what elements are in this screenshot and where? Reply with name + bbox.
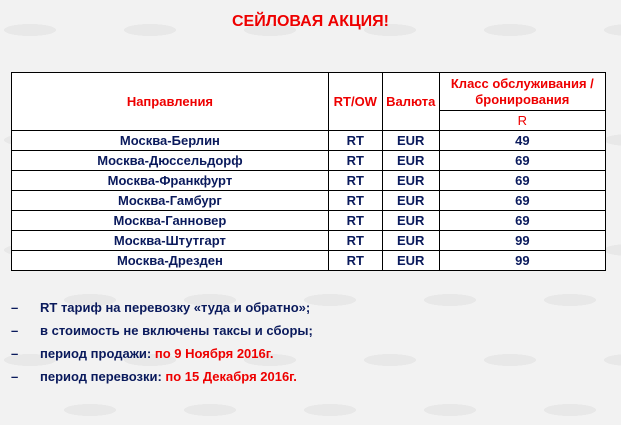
cell-price: 69 (439, 151, 605, 171)
header-direction: Направления (12, 73, 329, 131)
cell-price: 99 (439, 231, 605, 251)
note-bullet: – (11, 323, 19, 338)
header-currency: Валюта (382, 73, 439, 131)
table-header-row (12, 73, 606, 111)
note-text: период перевозки: (40, 369, 166, 384)
cell-direction: Москва-Берлин (12, 131, 329, 151)
cell-currency: EUR (382, 191, 439, 211)
cell-direction: Москва-Штутгарт (12, 231, 329, 251)
table-row (12, 131, 606, 151)
cell-rt-ow: RT (328, 211, 382, 231)
cell-rt-ow: RT (328, 131, 382, 151)
header-rt-ow: RT/OW (328, 73, 382, 131)
fares-table (11, 72, 606, 271)
cell-currency: EUR (382, 251, 439, 271)
note-text: период продажи: (40, 346, 155, 361)
note-bullet: – (11, 300, 19, 315)
note-text: в стоимость не включены таксы и сборы; (40, 323, 313, 338)
fares-body (12, 131, 606, 271)
note-item (11, 323, 611, 346)
cell-price: 69 (439, 191, 605, 211)
cell-currency: EUR (382, 211, 439, 231)
table-row (12, 171, 606, 191)
table-row (12, 231, 606, 251)
cell-price: 99 (439, 251, 605, 271)
header-class-code: R (439, 111, 605, 131)
cell-direction: Москва-Франкфурт (12, 171, 329, 191)
cell-rt-ow: RT (328, 231, 382, 251)
note-item (11, 369, 611, 392)
note-item (11, 300, 611, 323)
note-highlight: по 15 Декабря 2016г. (165, 369, 297, 384)
note-highlight: по 9 Ноября 2016г. (154, 346, 274, 361)
cell-direction: Москва-Дюссельдорф (12, 151, 329, 171)
note-bullet: – (11, 369, 19, 384)
cell-currency: EUR (382, 171, 439, 191)
note-bullet: – (11, 346, 19, 361)
note-text: RT тариф на перевозку «туда и обратно»; (40, 300, 311, 315)
cell-direction: Москва-Ганновер (12, 211, 329, 231)
cell-price: 69 (439, 211, 605, 231)
header-class: Класс обслуживания / бронирования (439, 73, 605, 111)
cell-rt-ow: RT (328, 151, 382, 171)
table-row (12, 151, 606, 171)
cell-direction: Москва-Дрезден (12, 251, 329, 271)
cell-currency: EUR (382, 231, 439, 251)
table-row (12, 191, 606, 211)
table-row (12, 251, 606, 271)
cell-currency: EUR (382, 131, 439, 151)
cell-price: 49 (439, 131, 605, 151)
page-title: СЕЙЛОВАЯ АКЦИЯ! (232, 13, 389, 30)
notes-list (11, 300, 611, 392)
note-item (11, 346, 611, 369)
table-row (12, 211, 606, 231)
cell-currency: EUR (382, 151, 439, 171)
cell-rt-ow: RT (328, 171, 382, 191)
cell-price: 69 (439, 171, 605, 191)
cell-direction: Москва-Гамбург (12, 191, 329, 211)
cell-rt-ow: RT (328, 251, 382, 271)
cell-rt-ow: RT (328, 191, 382, 211)
